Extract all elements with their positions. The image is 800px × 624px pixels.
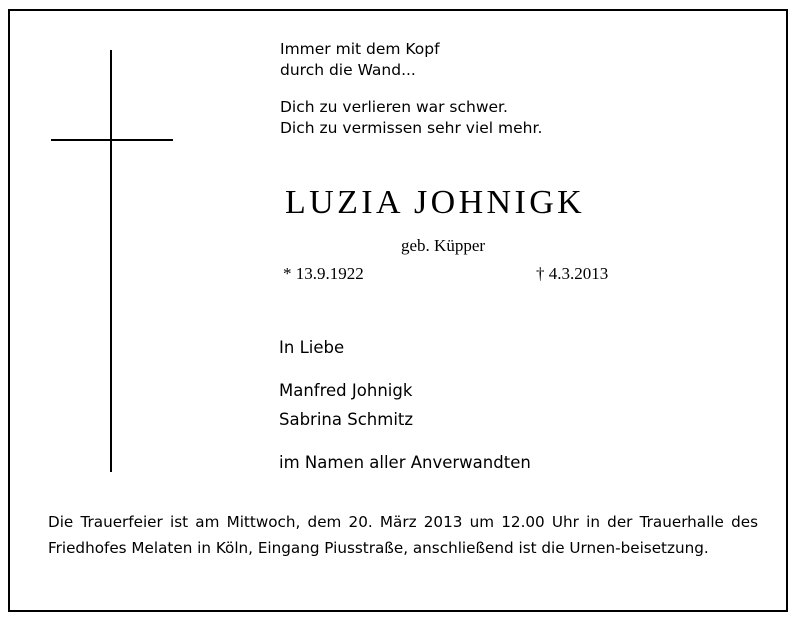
deceased-name: LUZIA JOHNIGK bbox=[285, 184, 586, 221]
poem-line: durch die Wand... bbox=[280, 61, 416, 79]
poem-stanza-1 bbox=[280, 39, 440, 81]
mourners-greeting: In Liebe bbox=[279, 338, 345, 357]
cross-vertical-bar bbox=[110, 50, 112, 472]
poem-stanza-2 bbox=[280, 97, 542, 139]
mourner-name: Manfred Johnigk bbox=[279, 381, 413, 400]
poem-line: Immer mit dem Kopf bbox=[280, 40, 440, 58]
mourner-name: Sabrina Schmitz bbox=[279, 410, 414, 429]
funeral-notice-text: Die Trauerfeier ist am Mittwoch, dem 20. März 2013 um 12.00 Uhr in der Trauerhalle des Friedhofes Melaten in Köln, Eingang Piusstraße, anschließend ist die Urnen-beisetzung. bbox=[48, 513, 758, 557]
maiden-name: geb. Küpper bbox=[401, 236, 486, 255]
poem-line: Dich zu vermissen sehr viel mehr. bbox=[280, 119, 543, 137]
mourners-closing: im Namen aller Anverwandten bbox=[279, 453, 531, 472]
death-date: † 4.3.2013 bbox=[536, 264, 609, 283]
cross-horizontal-bar bbox=[51, 139, 173, 141]
poem-line: Dich zu verlieren war schwer. bbox=[280, 98, 508, 116]
birth-date: * 13.9.1922 bbox=[283, 264, 364, 283]
